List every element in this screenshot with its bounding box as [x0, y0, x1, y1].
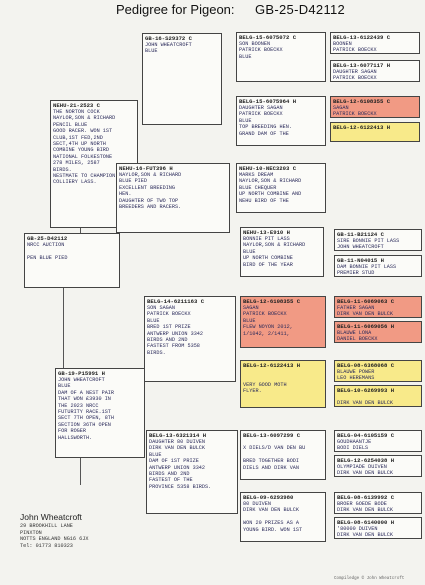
pedigree-line: GOUDHAANTJE [337, 439, 372, 445]
pedigree-line: THE NORTON COCK [53, 109, 100, 115]
pedigree-line: BLUE [147, 317, 160, 324]
pedigree-line: DAM BONNIE PIT LASS [337, 264, 397, 270]
pedigree-line: BIRDS AND 2ND [149, 471, 190, 478]
pedigree-card-ddd [240, 492, 326, 542]
pedigree-card-g13 [334, 492, 422, 514]
pedigree-line: FUTURITY RACE.1ST [58, 409, 111, 416]
pedigree-line: FOR ROGER [58, 428, 87, 435]
pedigree-line: WON 20 PRIZES AS A [243, 520, 300, 527]
pedigree-line: DAUGHTER OF TWO TOP [119, 197, 179, 204]
breeder-phone: Tel: 01773 810323 [20, 542, 73, 549]
pedigree-card-sds [236, 163, 326, 213]
pedigree-line: BLUE [149, 451, 162, 458]
pedigree-line: DIRK VAN DEN BULCK [337, 470, 394, 477]
ring-number: NEHU-13-E910 H [243, 229, 290, 236]
pedigree-card-sire [142, 33, 222, 125]
pedigree-line: PREMIER STUD [337, 270, 375, 277]
pedigree-line: UP NORTH COMBINE [243, 255, 293, 262]
pedigree-line: SON BOONEN [239, 41, 271, 47]
pedigree-line: BLUE [239, 117, 252, 124]
pedigree-line: DIRK VAN DEN BULCK [337, 311, 394, 318]
pedigree-card-g8 [334, 321, 422, 343]
ring-number: GB-11-N04015 H [337, 257, 384, 264]
pedigree-line: SECT,4TH UP NORTH [53, 141, 106, 148]
pedigree-line: NRCC AUCTION [27, 242, 65, 248]
pedigree-line: DIRK VAN DEN BULCK [149, 445, 206, 452]
pedigree-line: BRED 1ST PRIZE [147, 324, 191, 331]
pedigree-line: PEN BLUE PIED [27, 254, 68, 261]
pedigree-line: 1/1042, 2/1411, [243, 330, 290, 337]
pedigree-line: DAM OF 1ST PRIZE [149, 458, 199, 465]
pedigree-card-sss [236, 32, 326, 82]
pedigree-line: PROVINCE 5358 BIRDS. [149, 483, 212, 490]
pedigree-line: SIRE BONNIE PIT LASS [337, 238, 400, 244]
pedigree-card-g10 [334, 385, 422, 407]
pedigree-line: BREEDERS AND RACERS. [119, 204, 182, 211]
ring-number: BELG-13-6077117 H [333, 62, 391, 69]
pedigree-line: NESTMATE TO CHAMPION [53, 173, 116, 180]
pedigree-line: GOOD RACER. WON 1ST [53, 128, 113, 135]
pedigree-card-g4 [330, 122, 420, 142]
pedigree-line: BLAUWE LONA [337, 330, 372, 336]
ring-number: GB-11-B21124 C [337, 231, 384, 238]
pedigree-card-dam [55, 368, 145, 458]
pedigree-line: OLYMPIADE DUIVEN [337, 464, 387, 470]
pedigree-line: NAYLOR,SON & RICHARD [53, 115, 116, 122]
pedigree-line: DAUGHTER 80 DUIVEN [149, 439, 206, 445]
pedigree-card-dss [240, 296, 326, 348]
pedigree-line: DAM OF A NEST PAIR [58, 389, 115, 396]
copyright-footer: Compiledge © John Wheatcroft [334, 577, 405, 581]
pedigree-line: PATRICK BOECKX [333, 75, 377, 82]
pedigree-line: BLUE [243, 317, 256, 324]
pedigree-line: JOHN WHEATCROFT [58, 377, 105, 383]
ring-number: GB-25-D42112 [27, 235, 68, 242]
pedigree-line: COLLIERY LASS. [53, 179, 97, 186]
pedigree-line: SECTION 36TH OPEN [58, 421, 111, 428]
pedigree-line: GRAND DAM OF THE [239, 130, 289, 137]
pedigree-line: FASTEST OF THE [149, 477, 193, 484]
pedigree-line: FATHER SAGAN [337, 305, 375, 311]
ring-number: BELG-08-6139992 C [337, 494, 395, 501]
pedigree-line: BROER GOEDE BODE [337, 501, 387, 507]
pedigree-card-sdd [240, 227, 324, 277]
ring-number: BELG-04-6105159 C [337, 432, 395, 439]
pedigree-line: MARKS DREAM [239, 172, 274, 178]
pedigree-line: SAGAN [333, 105, 349, 111]
pedigree-card-ssd [236, 96, 326, 146]
pedigree-line: COMBINE YOUNG BIRD [53, 147, 110, 154]
ring-number: NEHU-10-NEC3203 C [239, 165, 297, 172]
pedigree-line: 278 MILES, 2587 [53, 160, 100, 167]
pedigree-line: BOONEN [333, 41, 352, 47]
pedigree-line: PENCIL BLUE [53, 121, 88, 128]
pedigree-line: FASTEST FROM 5358 [147, 343, 200, 350]
pedigree-line: DIRK VAN DEN BULCK [337, 532, 394, 539]
pedigree-line: DIRK VAN DEN BULCK [243, 507, 300, 514]
ring-number: BELG-13-6097299 C [243, 432, 301, 439]
pedigree-line: CLUB,1ST FED,2ND [53, 134, 103, 141]
ring-number: BELG-08-6368068 C [337, 362, 395, 369]
pedigree-line: PATRICK BOECKX [333, 47, 377, 54]
pedigree-line: BLUE [243, 248, 256, 255]
ring-number: BELG-12-6122413 H [333, 124, 391, 131]
ring-number: BELG-11-6069056 H [337, 323, 395, 330]
pedigree-line: SECT 7TH OPEN, 8TH [58, 415, 115, 422]
pedigree-card-dds [240, 430, 326, 480]
ring-number: BELG-12-6254038 H [337, 457, 395, 464]
pedigree-line: YOUNG BIRD. WON 1ST [243, 526, 303, 533]
pedigree-line: PATRICK BOECKX [147, 311, 191, 318]
pedigree-line: ANTWERP UNION 3342 [147, 330, 204, 337]
pedigree-line: JOHN WHEATCROFT [337, 244, 384, 251]
pedigree-line: DANIEL BOECKX [337, 336, 378, 343]
ring-number: BELG-12-6108355 C [333, 98, 391, 105]
pedigree-line: FLYER. [243, 388, 262, 395]
ring-number: BELG-08-6140000 H [337, 519, 395, 526]
ring-number: BELG-13-6321314 H [149, 432, 207, 439]
pedigree-line: DAUGHTER SAGAN [333, 69, 377, 75]
ring-number: BELG-11-6069063 C [337, 298, 395, 305]
pedigree-line: 80 DUIVEN [243, 501, 272, 507]
pedigree-card-g5 [334, 229, 422, 251]
pedigree-line: NAYLOR,SON & RICHARD [243, 242, 306, 249]
pedigree-line: DIRK VAN DEN BULCK [337, 400, 394, 407]
pedigree-card-g1 [330, 32, 420, 54]
ring-number: NEHU-21-2523 C [53, 102, 100, 109]
ring-number: BELG-12-6108355 C [243, 298, 301, 305]
pedigree-card-g9 [334, 360, 422, 382]
pedigree-line: PATRICK BOECKX [333, 111, 377, 118]
pedigree-line: NAYLOR,SON & RICHARD [119, 172, 182, 178]
pedigree-line: BONNIE PIT LASS [243, 236, 290, 242]
pedigree-card-subject [24, 233, 120, 288]
ring-number: BELG-12-6122413 H [243, 362, 301, 369]
pedigree-card-dd [146, 430, 238, 514]
pedigree-line: ANTWERP UNION 3342 [149, 464, 206, 471]
pedigree-card-g2 [330, 60, 420, 82]
breeder-address-1: 29 BROOKHILL LANE [20, 523, 73, 529]
pedigree-line: HALLSWORTH. [58, 434, 93, 441]
pedigree-line: EXCELLENT BREEDING [119, 184, 176, 191]
pedigree-line: BLAUWE POWER [337, 369, 375, 375]
pedigree-card-dsd [240, 360, 326, 408]
pedigree-card-g6 [334, 255, 422, 277]
pedigree-line: NEHU BIRD OF THE [239, 197, 289, 204]
pedigree-line: BIRD OF THE YEAR [243, 261, 293, 268]
breeder-contact [20, 512, 150, 549]
pedigree-line: SON SAGAN [147, 305, 176, 311]
pedigree-line: BIRDS. [147, 349, 166, 356]
pedigree-line: BODI DIELS [337, 445, 369, 452]
pedigree-line: THE 2023 NRCC [58, 402, 99, 409]
pedigree-line: DIELS AND DIRK VAN [243, 464, 300, 471]
title-label: Pedigree for Pigeon: [116, 2, 235, 17]
pedigree-line: BLUE PIED [119, 178, 148, 185]
breeder-address-3: NOTTS ENGLAND NG16 6JX [20, 536, 89, 543]
pedigree-card-g7 [334, 296, 422, 318]
pedigree-line: BLUE [239, 53, 252, 60]
pedigree-line: UP NORTH COMBINE AND [239, 191, 302, 198]
pedigree-line: NAYLOR,SON & RICHARD [239, 178, 302, 185]
pedigree-card-sd [116, 163, 230, 233]
pedigree-line: JOHN WHEATCROFT [145, 42, 192, 48]
pedigree-card-g11 [334, 430, 422, 452]
pedigree-line: DIRK VAN DEN BULCK [337, 507, 394, 514]
breeder-address-2: PINXTON [20, 529, 42, 536]
ring-number: NEHU-16-FUT396 H [119, 165, 173, 172]
pedigree-card-ds [144, 296, 236, 382]
pedigree-line: BLUE [58, 383, 71, 390]
ring-number: BELG-10-6269993 H [337, 387, 395, 394]
pedigree-line: SAGAN [243, 305, 259, 311]
pedigree-line: BRED TOGETHER BODI [243, 458, 300, 465]
pedigree-line: THAT WON £3930 IN [58, 396, 111, 403]
pedigree-line: PATRICK BOECKX [243, 311, 287, 318]
pedigree-line: VERY GOOD MOTH [243, 381, 287, 388]
pedigree-line: FLEW NOYON 2012, [243, 324, 293, 331]
pedigree-card-g14 [334, 517, 422, 539]
pedigree-line: LEO HEREMANS [337, 375, 375, 382]
title-ring-number: GB-25-D42112 [255, 2, 346, 17]
ring-number: BELG-14-6211163 C [147, 298, 205, 305]
breeder-name: John Wheatcroft [20, 512, 82, 522]
ring-number: BELG-15-6075072 C [239, 34, 297, 41]
pedigree-line: NATIONAL FOLKESTONE [53, 153, 113, 160]
pedigree-line: BLUE CHEQUER [239, 184, 277, 191]
page-title [0, 0, 425, 18]
ring-number: GB-19-P15991 H [58, 370, 105, 377]
ring-number: BELG-13-6122439 C [333, 34, 391, 41]
pedigree-card-g3 [330, 96, 420, 118]
pedigree-line: BIRDS. [53, 166, 72, 173]
pedigree-line: '80000 DUIVEN [337, 526, 378, 532]
pedigree-card-g12 [334, 455, 422, 477]
pedigree-line: DAUGHTER SAGAN [239, 105, 283, 111]
ring-number: GB-16-S29372 C [145, 35, 192, 42]
ring-number: BELG-15-6075964 H [239, 98, 297, 105]
ring-number: BELG-09-6293980 [243, 494, 294, 501]
pedigree-line: HEN. [119, 191, 132, 198]
pedigree-line: BLUE [145, 48, 158, 55]
pedigree-line: PATRICK BOECKX [239, 111, 283, 118]
pedigree-line: TOP BREEDING HEN. [239, 124, 292, 131]
pedigree-line: X DIELS/D VAN DEN BU [243, 445, 306, 452]
pedigree-line: PATRICK BOECKX [239, 47, 283, 54]
pedigree-line: BIRDS AND 2ND [147, 337, 188, 344]
